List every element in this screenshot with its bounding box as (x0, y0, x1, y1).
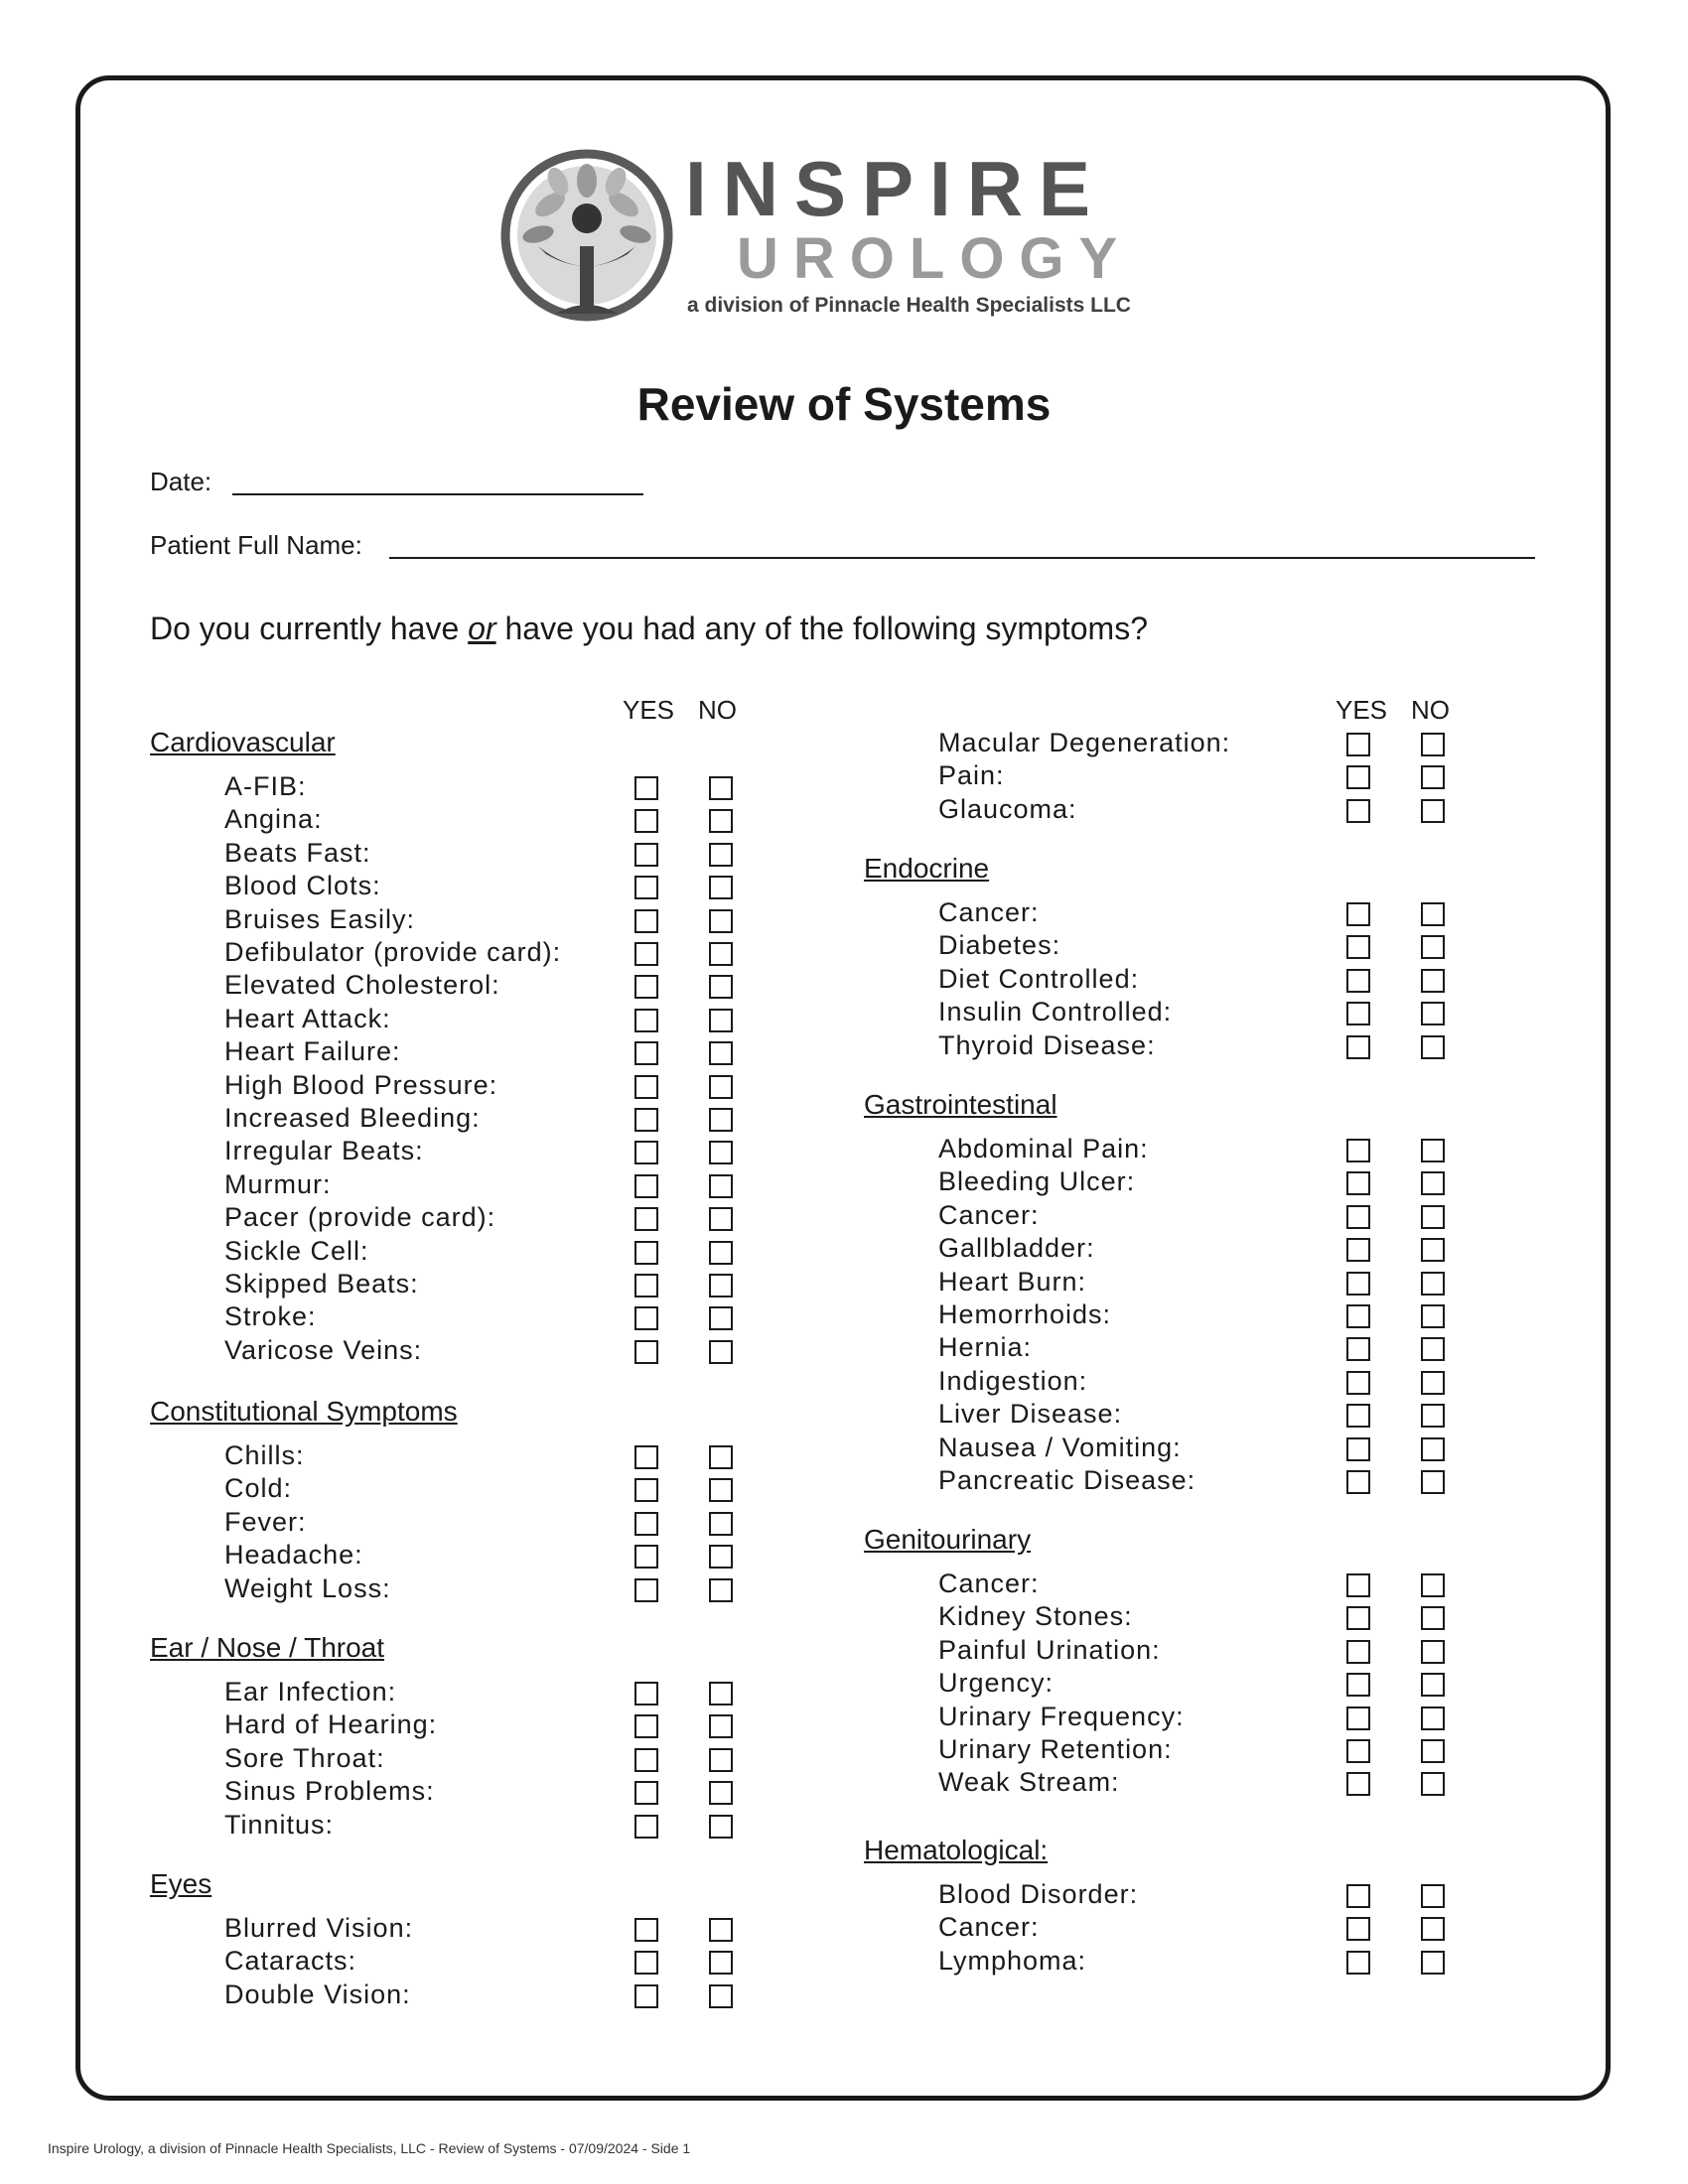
yes-checkbox[interactable] (634, 1545, 658, 1569)
symptom-label: Cancer: (938, 897, 1040, 927)
left-no-header: NO (698, 695, 737, 725)
yes-checkbox[interactable] (634, 1340, 658, 1364)
yes-checkbox[interactable] (634, 1478, 658, 1502)
yes-checkbox[interactable] (634, 1748, 658, 1772)
symptom-label: Ear Infection: (224, 1677, 397, 1706)
no-checkbox[interactable] (709, 1306, 733, 1330)
symptom-label: Stroke: (224, 1301, 317, 1332)
symptom-label: Beats Fast: (224, 837, 371, 868)
no-checkbox[interactable] (709, 1478, 733, 1502)
symptom-label: Hernia: (938, 1332, 1033, 1363)
right-yes-header: YES (1336, 695, 1388, 725)
patient-name-label: Patient Full Name: (150, 530, 362, 560)
no-checkbox[interactable] (1421, 1739, 1445, 1763)
yes-checkbox[interactable] (1346, 1171, 1370, 1195)
symptom-label: Bleeding Ulcer: (938, 1166, 1136, 1197)
symptom-label: Painful Urination: (938, 1634, 1161, 1665)
symptom-label: Cancer: (938, 1912, 1040, 1943)
symptom-label: Sickle Cell: (224, 1235, 369, 1266)
symptom-label: Bruises Easily: (224, 903, 416, 934)
section-heading-eyes: Eyes (150, 1868, 212, 1899)
symptom-label: Pancreatic Disease: (938, 1465, 1196, 1495)
symptom-label: Weight Loss: (224, 1572, 391, 1603)
yes-checkbox[interactable] (1346, 1139, 1370, 1162)
symptom-label: Sore Throat: (224, 1742, 385, 1773)
yes-checkbox[interactable] (634, 1306, 658, 1330)
no-checkbox[interactable] (1421, 935, 1445, 959)
no-checkbox[interactable] (1421, 1205, 1445, 1229)
section-heading-ear-nose-throat: Ear / Nose / Throat (150, 1632, 385, 1663)
section-heading-constitutional-symptoms: Constitutional Symptoms (150, 1396, 458, 1427)
yes-checkbox[interactable] (1346, 935, 1370, 959)
yes-checkbox[interactable] (1346, 1404, 1370, 1428)
no-checkbox[interactable] (709, 1545, 733, 1569)
logo-wordmark-inspire: INSPIRE (685, 145, 1107, 232)
no-checkbox[interactable] (1421, 1606, 1445, 1630)
yes-checkbox[interactable] (1346, 733, 1370, 756)
page-title: Review of Systems (636, 378, 1052, 430)
yes-checkbox[interactable] (1346, 1951, 1370, 1975)
section-heading-hematological: Hematological: (864, 1835, 1049, 1865)
yes-checkbox[interactable] (634, 1108, 658, 1132)
symptom-label: Increased Bleeding: (224, 1103, 481, 1133)
symptom-label: Headache: (224, 1540, 363, 1570)
logo (498, 147, 1194, 326)
yes-checkbox[interactable] (634, 1714, 658, 1738)
symptom-label: Blood Disorder: (938, 1879, 1139, 1909)
no-checkbox[interactable] (1421, 1035, 1445, 1059)
no-checkbox[interactable] (709, 843, 733, 867)
symptom-label: Skipped Beats: (224, 1269, 419, 1298)
symptom-label: Insulin Controlled: (938, 997, 1173, 1027)
yes-checkbox[interactable] (634, 1141, 658, 1164)
section-heading-gastrointestinal: Gastrointestinal (864, 1089, 1057, 1120)
symptom-label: Double Vision: (224, 1979, 411, 2009)
symptom-label: Varicose Veins: (224, 1334, 423, 1365)
symptom-label: Fever: (224, 1506, 307, 1537)
section-heading-genitourinary: Genitourinary (864, 1524, 1032, 1555)
no-checkbox[interactable] (709, 1108, 733, 1132)
yes-checkbox[interactable] (1346, 902, 1370, 926)
no-checkbox[interactable] (709, 1445, 733, 1469)
no-checkbox[interactable] (709, 876, 733, 899)
yes-checkbox[interactable] (634, 843, 658, 867)
symptom-label: Liver Disease: (938, 1399, 1123, 1430)
symptom-label: Abdominal Pain: (938, 1134, 1149, 1163)
date-label: Date: (150, 467, 212, 496)
symptom-label: A-FIB: (224, 771, 307, 801)
no-checkbox[interactable] (709, 1009, 733, 1032)
question-emphasis: or (468, 611, 496, 646)
no-checkbox[interactable] (1421, 1673, 1445, 1697)
yes-checkbox[interactable] (1346, 1002, 1370, 1025)
yes-checkbox[interactable] (634, 1512, 658, 1536)
right-no-header: NO (1411, 695, 1450, 725)
yes-checkbox[interactable] (1346, 1205, 1370, 1229)
patient-name-field[interactable] (389, 557, 1535, 559)
yes-checkbox[interactable] (1346, 765, 1370, 789)
no-checkbox[interactable] (709, 1781, 733, 1805)
no-checkbox[interactable] (709, 942, 733, 966)
symptom-label: Heart Failure: (224, 1036, 401, 1067)
symptom-label: Tinnitus: (224, 1809, 335, 1840)
date-field[interactable] (232, 493, 643, 495)
symptom-label: Weak Stream: (938, 1767, 1120, 1798)
yes-checkbox[interactable] (634, 1274, 658, 1297)
no-checkbox[interactable] (709, 1682, 733, 1706)
symptom-label: Gallbladder: (938, 1233, 1095, 1264)
logo-tagline: a division of Pinnacle Health Specialists LLC (687, 294, 1131, 317)
yes-checkbox[interactable] (634, 876, 658, 899)
symptom-label: Urinary Frequency: (938, 1701, 1185, 1731)
no-checkbox[interactable] (709, 1714, 733, 1738)
yes-checkbox[interactable] (634, 1241, 658, 1265)
symptom-label: Urinary Retention: (938, 1734, 1173, 1764)
no-checkbox[interactable] (1421, 1884, 1445, 1908)
no-checkbox[interactable] (1421, 1917, 1445, 1941)
symptom-label: Cancer: (938, 1199, 1040, 1230)
no-checkbox[interactable] (709, 975, 733, 999)
symptom-label: Pain: (938, 760, 1005, 791)
yes-checkbox[interactable] (1346, 1917, 1370, 1941)
no-checkbox[interactable] (709, 1748, 733, 1772)
yes-checkbox[interactable] (634, 1174, 658, 1198)
no-checkbox[interactable] (1421, 1404, 1445, 1428)
symptom-label: Nausea / Vomiting: (938, 1432, 1182, 1462)
yes-checkbox[interactable] (1346, 1573, 1370, 1597)
no-checkbox[interactable] (1421, 1337, 1445, 1361)
yes-checkbox[interactable] (1346, 1035, 1370, 1059)
no-checkbox[interactable] (1421, 1437, 1445, 1461)
no-checkbox[interactable] (1421, 1371, 1445, 1395)
yes-checkbox[interactable] (634, 1951, 658, 1975)
yes-checkbox[interactable] (1346, 1437, 1370, 1461)
no-checkbox[interactable] (709, 1174, 733, 1198)
symptom-label: Murmur: (224, 1168, 332, 1199)
yes-checkbox[interactable] (1346, 1304, 1370, 1328)
no-checkbox[interactable] (1421, 1272, 1445, 1296)
no-checkbox[interactable] (1421, 1470, 1445, 1494)
question-text-end: have you had any of the following symptoms? (495, 611, 1148, 646)
yes-checkbox[interactable] (634, 942, 658, 966)
no-checkbox[interactable] (709, 1984, 733, 2008)
yes-checkbox[interactable] (634, 909, 658, 933)
yes-checkbox[interactable] (1346, 1640, 1370, 1664)
symptom-label: Defibulator (provide card): (224, 937, 562, 967)
symptom-label: Hemorrhoids: (938, 1299, 1112, 1329)
symptom-label: Pacer (provide card): (224, 1202, 496, 1233)
symptom-label: Heart Attack: (224, 1003, 391, 1033)
no-checkbox[interactable] (1421, 1640, 1445, 1664)
symptom-label: Lymphoma: (938, 1945, 1087, 1976)
yes-checkbox[interactable] (1346, 1371, 1370, 1395)
no-checkbox[interactable] (709, 1951, 733, 1975)
yes-checkbox[interactable] (1346, 799, 1370, 823)
no-checkbox[interactable] (709, 1578, 733, 1602)
no-checkbox[interactable] (709, 1241, 733, 1265)
no-checkbox[interactable] (1421, 1951, 1445, 1975)
no-checkbox[interactable] (709, 1274, 733, 1297)
yes-checkbox[interactable] (634, 1918, 658, 1942)
footer: Inspire Urology, a division of Pinnacle Health Specialists, LLC - Review of Systems - 07/09/2024 - Side 1 (48, 2140, 691, 2156)
section-heading-endocrine: Endocrine (864, 853, 990, 884)
yes-checkbox[interactable] (634, 1781, 658, 1805)
no-checkbox[interactable] (709, 776, 733, 800)
question-text-start: Do you currently have (150, 611, 469, 646)
no-checkbox[interactable] (1421, 1573, 1445, 1597)
yes-checkbox[interactable] (634, 1041, 658, 1065)
symptom-label: Blurred Vision: (224, 1913, 414, 1943)
symptom-label: Blood Clots: (224, 871, 381, 901)
yes-checkbox[interactable] (634, 1984, 658, 2008)
tree-person-icon (498, 147, 675, 324)
symptom-label: Diabetes: (938, 930, 1061, 961)
symptom-label: Heart Burn: (938, 1266, 1087, 1297)
no-checkbox[interactable] (709, 1512, 733, 1536)
no-checkbox[interactable] (709, 909, 733, 933)
no-checkbox[interactable] (1421, 1238, 1445, 1262)
no-checkbox[interactable] (709, 1075, 733, 1099)
yes-checkbox[interactable] (1346, 1772, 1370, 1796)
no-checkbox[interactable] (1421, 902, 1445, 926)
symptom-label: Diet Controlled: (938, 963, 1140, 994)
symptom-label: Glaucoma: (938, 793, 1077, 824)
yes-checkbox[interactable] (1346, 1238, 1370, 1262)
no-checkbox[interactable] (709, 1041, 733, 1065)
yes-checkbox[interactable] (634, 1445, 658, 1469)
symptom-label: Cold: (224, 1473, 293, 1504)
no-checkbox[interactable] (1421, 1706, 1445, 1730)
symptom-label: High Blood Pressure: (224, 1069, 498, 1100)
symptom-label: Indigestion: (938, 1365, 1088, 1396)
symptom-label: Urgency: (938, 1668, 1055, 1699)
symptom-label: Cancer: (938, 1569, 1040, 1598)
yes-checkbox[interactable] (634, 1682, 658, 1706)
yes-checkbox[interactable] (1346, 1739, 1370, 1763)
yes-checkbox[interactable] (634, 1815, 658, 1839)
yes-checkbox[interactable] (634, 809, 658, 833)
yes-checkbox[interactable] (1346, 1673, 1370, 1697)
yes-checkbox[interactable] (634, 1075, 658, 1099)
symptoms-question (150, 611, 1148, 647)
symptom-label: Thyroid Disease: (938, 1029, 1156, 1060)
symptom-label: Kidney Stones: (938, 1601, 1133, 1632)
yes-checkbox[interactable] (1346, 969, 1370, 993)
no-checkbox[interactable] (709, 1340, 733, 1364)
no-checkbox[interactable] (1421, 1304, 1445, 1328)
symptom-label: Angina: (224, 804, 323, 835)
symptom-label: Hard of Hearing: (224, 1709, 438, 1740)
yes-checkbox[interactable] (1346, 1470, 1370, 1494)
left-yes-header: YES (623, 695, 675, 725)
section-heading-cardiovascular: Cardiovascular (150, 727, 336, 757)
symptom-label: Irregular Beats: (224, 1136, 424, 1166)
yes-checkbox[interactable] (1346, 1884, 1370, 1908)
no-checkbox[interactable] (1421, 1171, 1445, 1195)
no-checkbox[interactable] (1421, 765, 1445, 789)
no-checkbox[interactable] (1421, 1139, 1445, 1162)
no-checkbox[interactable] (709, 1207, 733, 1231)
symptom-label: Macular Degeneration: (938, 728, 1231, 757)
yes-checkbox[interactable] (634, 776, 658, 800)
symptom-label: Sinus Problems: (224, 1776, 435, 1807)
symptom-label: Cataracts: (224, 1946, 357, 1977)
logo-wordmark-urology: UROLOGY (737, 226, 1133, 291)
no-checkbox[interactable] (1421, 1772, 1445, 1796)
yes-checkbox[interactable] (634, 1009, 658, 1032)
symptom-label: Chills: (224, 1440, 305, 1470)
yes-checkbox[interactable] (1346, 1706, 1370, 1730)
yes-checkbox[interactable] (1346, 1272, 1370, 1296)
no-checkbox[interactable] (1421, 1002, 1445, 1025)
no-checkbox[interactable] (709, 1918, 733, 1942)
yes-checkbox[interactable] (634, 1207, 658, 1231)
no-checkbox[interactable] (1421, 969, 1445, 993)
yes-checkbox[interactable] (634, 975, 658, 999)
no-checkbox[interactable] (709, 1815, 733, 1839)
yes-checkbox[interactable] (1346, 1606, 1370, 1630)
yes-checkbox[interactable] (1346, 1337, 1370, 1361)
no-checkbox[interactable] (1421, 733, 1445, 756)
yes-checkbox[interactable] (634, 1578, 658, 1602)
no-checkbox[interactable] (709, 1141, 733, 1164)
no-checkbox[interactable] (709, 809, 733, 833)
symptom-label: Elevated Cholesterol: (224, 970, 500, 1001)
no-checkbox[interactable] (1421, 799, 1445, 823)
